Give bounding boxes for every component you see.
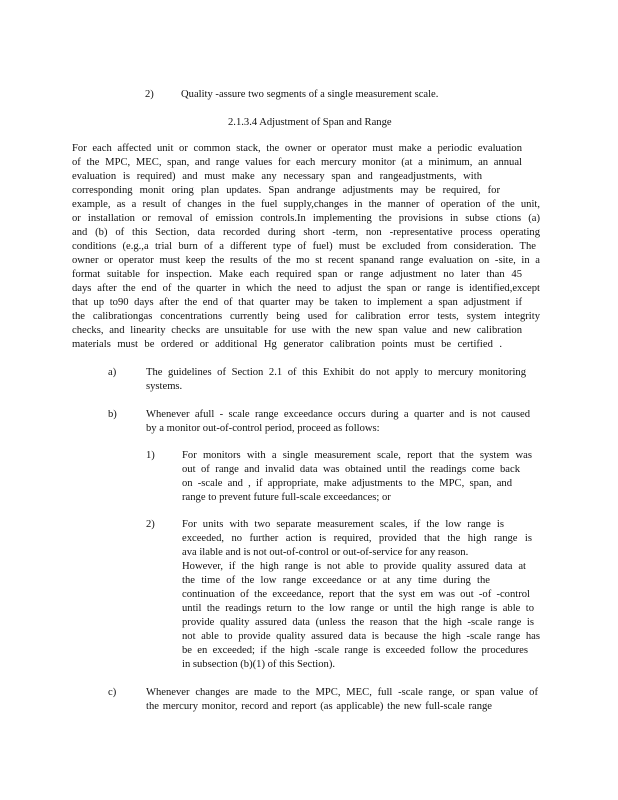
paragraph-line: owner or operator must keep the results of the mo st recent spanand range evaluation on -site, in a — [72, 255, 540, 266]
item-b2-line: continuation of the exceedance, report that the syst em was out -of -control — [182, 589, 530, 600]
item-b-line: by a monitor out-of-control period, proceed as follows: — [146, 423, 380, 434]
paragraph-line: or installation or removal of emission controls.In implementing the provisions in subse ctions (a) — [72, 213, 540, 224]
paragraph-line: days after the end of the quarter in which the need to adjust the span or range is identified,except — [72, 283, 540, 294]
paragraph-line: For each affected unit or common stack, the owner or operator must make a periodic evaluation — [72, 143, 522, 154]
paragraph-line: example, as a result of changes in the fuel supply,changes in the manner of operation of the unit, — [72, 199, 540, 210]
item-b2-line: the time of the low range exceedance or at any time during the — [182, 575, 490, 586]
item-b1-label: 1) — [146, 450, 155, 461]
paragraph-line: evaluation is required) and must make any necessary span and rangeadjustments, with — [72, 171, 482, 182]
item-b2-line: For units with two separate measurement scales, if the low range is — [182, 519, 504, 530]
paragraph-line: that up to90 days after the end of that quarter may be taken to implement a span adjustment if — [72, 297, 522, 308]
item-a-line: The guidelines of Section 2.1 of this Exhibit do not apply to mercury monitoring — [146, 367, 526, 378]
item-c-line: Whenever changes are made to the MPC, MEC, full -scale range, or span value of — [146, 687, 538, 698]
top-item-label: 2) — [145, 89, 154, 100]
section-heading: 2.1.3.4 Adjustment of Span and Range — [228, 117, 392, 128]
item-b1-line: range to prevent future full-scale exceedances; or — [182, 492, 391, 503]
item-b2-line: be en exceeded; if the high -scale range is exceeded follow the procedures — [182, 645, 528, 656]
paragraph-line: the calibrationgas concentrations currently being used for calibration error tests, system integrity — [72, 311, 540, 322]
paragraph-line: and (b) of this Section, data recorded during short -term, non -representative process operating — [72, 227, 540, 238]
paragraph-line: format suitable for inspection. Make each required span or range adjustment no later than 45 — [72, 269, 522, 280]
item-b2-line: in subsection (b)(1) of this Section). — [182, 659, 335, 670]
item-b2-label: 2) — [146, 519, 155, 530]
item-b2-line: However, if the high range is not able to provide quality assured data at — [182, 561, 526, 572]
item-b-line: Whenever afull - scale range exceedance occurs during a quarter and is not caused — [146, 409, 530, 420]
item-b-label: b) — [108, 409, 117, 420]
paragraph-line: of the MPC, MEC, span, and range values for each mercury monitor (at a minimum, an annual — [72, 157, 522, 168]
paragraph-line: checks, and linearity checks are unsuitable for use with the new span value and new calibration — [72, 325, 522, 336]
top-item-text: Quality -assure two segments of a single measurement scale. — [181, 89, 439, 100]
item-b2-line: exceeded, no further action is required, provided that the high range is — [182, 533, 532, 544]
paragraph-line: corresponding monit oring plan updates. Span andrange adjustments may be required, for — [72, 185, 500, 196]
item-a-label: a) — [108, 367, 117, 378]
paragraph-line: materials must be ordered or additional Hg generator calibration points must be certified . — [72, 339, 502, 350]
item-b2-line: not able to provide quality assured data is because the high -scale range has — [182, 631, 540, 642]
item-a-line: systems. — [146, 381, 183, 392]
paragraph-line: conditions (e.g.,a trial burn of a different type of fuel) must be excluded from consideration. The — [72, 241, 536, 252]
item-b1-line: out of range and invalid data was obtained until the readings come back — [182, 464, 520, 475]
item-b1-line: For monitors with a single measurement scale, report that the system was — [182, 450, 532, 461]
item-b2-line: provide quality assured data (unless the reason that the high -scale range is — [182, 617, 534, 628]
item-b1-line: on -scale and , if appropriate, make adjustments to the MPC, span, and — [182, 478, 512, 489]
item-c-line: the mercury monitor, record and report (as applicable) the new full-scale range — [146, 701, 492, 712]
item-b2-line: ava ilable and is not out-of-control or out-of-service for any reason. — [182, 547, 469, 558]
item-b2-line: until the readings return to the low range or until the high range is able to — [182, 603, 534, 614]
item-c-label: c) — [108, 687, 117, 698]
